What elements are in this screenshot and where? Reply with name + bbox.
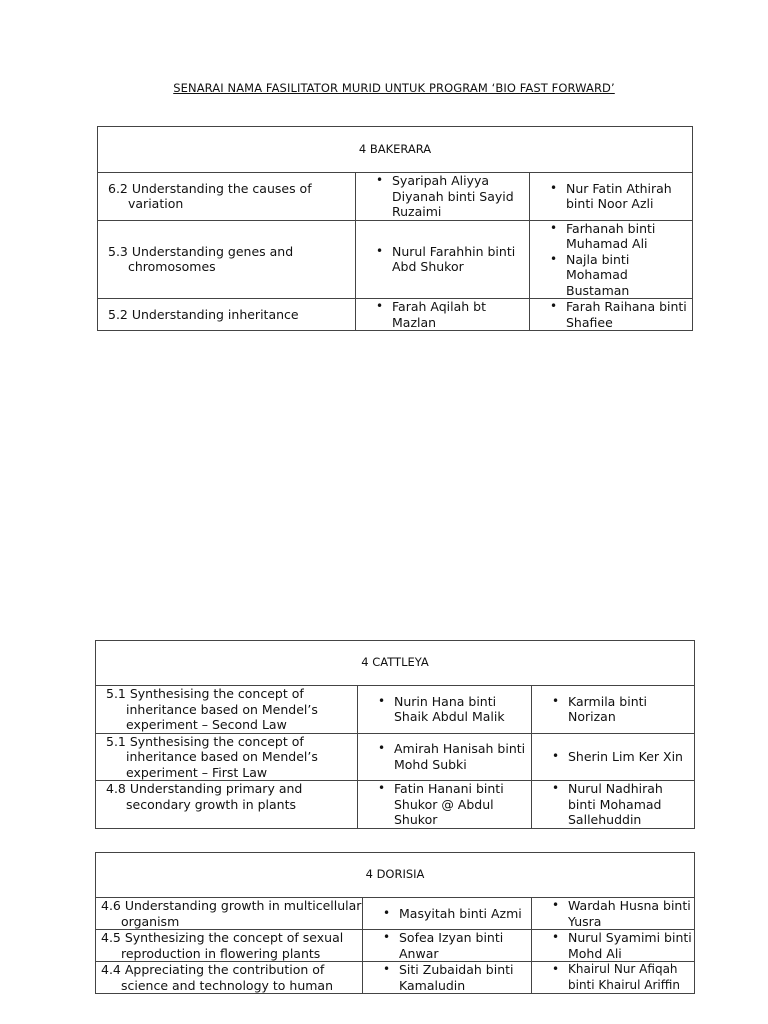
group-table-dorisia xyxy=(95,852,695,994)
table-row xyxy=(96,781,695,829)
table-row xyxy=(98,173,693,221)
document-title: SENARAI NAMA FASILITATOR MURID UNTUK PROGRAM ‘BIO FAST FORWARD’ xyxy=(173,81,615,95)
topic-cell: 4.5 Synthesizing the concept of sexual reproduction in flowering plants xyxy=(96,930,363,962)
topic-cell: 4.8 Understanding primary and secondary growth in plants xyxy=(96,781,358,829)
facilitator-cell-1 xyxy=(363,962,532,994)
facilitator-cell-1 xyxy=(358,733,532,781)
topic-cell: 4.4 Appreciating the contribution of science and technology to human xyxy=(96,962,363,994)
group-table-cattleya xyxy=(95,640,695,829)
group-name: 4 BAKERARA xyxy=(98,127,693,173)
facilitator-name: • Sofea Izyan binti Anwar xyxy=(399,930,531,961)
facilitator-name: • Nurul Farahhin binti Abd Shukor xyxy=(392,244,529,275)
facilitator-cell-2 xyxy=(532,962,695,994)
table-row xyxy=(98,299,693,331)
facilitator-cell-1 xyxy=(356,220,530,299)
facilitator-cell-2 xyxy=(532,781,695,829)
topic-cell: 5.2 Understanding inheritance xyxy=(98,299,356,331)
table-row xyxy=(96,962,695,994)
facilitator-cell-1 xyxy=(356,173,530,221)
facilitator-cell-2 xyxy=(532,733,695,781)
facilitator-name: • Khairul Nur Afiqah binti Khairul Ariffin xyxy=(568,962,694,993)
facilitator-name: • Fatin Hanani binti Shukor @ Abdul Shukor xyxy=(394,781,531,828)
facilitator-name: • Amirah Hanisah binti Mohd Subki xyxy=(394,741,531,772)
facilitator-cell-2 xyxy=(532,898,695,930)
facilitator-cell-2 xyxy=(530,299,693,331)
facilitator-cell-1 xyxy=(356,299,530,331)
table-row xyxy=(96,686,695,734)
topic-cell: 5.3 Understanding genes and chromosomes xyxy=(98,220,356,299)
facilitator-name: • Nurul Nadhirah binti Mohamad Sallehuddin xyxy=(568,781,694,828)
facilitator-name: • Sherin Lim Ker Xin xyxy=(568,749,694,765)
facilitator-name: • Siti Zubaidah binti Kamaludin xyxy=(399,962,531,993)
topic-cell: 6.2 Understanding the causes of variation xyxy=(98,173,356,221)
table-row xyxy=(96,733,695,781)
table-row xyxy=(98,220,693,299)
facilitator-name: • Nurul Syamimi binti Mohd Ali xyxy=(568,930,694,961)
facilitator-cell-2 xyxy=(530,173,693,221)
topic-cell: 4.6 Understanding growth in multicellular organism xyxy=(96,898,363,930)
facilitator-name: • Masyitah binti Azmi xyxy=(399,906,531,922)
facilitator-cell-1 xyxy=(363,898,532,930)
topic-cell: 5.1 Synthesising the concept of inheritance based on Mendel’s experiment – First Law xyxy=(96,733,358,781)
facilitator-cell-2 xyxy=(530,220,693,299)
group-table-bakerara xyxy=(97,126,693,331)
facilitator-name: • Syaripah Aliyya Diyanah binti Sayid Ruzaimi xyxy=(392,173,529,220)
facilitator-cell-2 xyxy=(532,930,695,962)
group-name: 4 CATTLEYA xyxy=(96,641,695,686)
facilitator-name: • Nur Fatin Athirah binti Noor Azli xyxy=(566,181,692,212)
facilitator-name: • Wardah Husna binti Yusra xyxy=(568,898,694,929)
facilitator-name: • Najla binti Mohamad Bustaman xyxy=(566,252,692,299)
facilitator-name: • Farah Aqilah bt Mazlan xyxy=(392,299,529,330)
facilitator-cell-1 xyxy=(358,781,532,829)
facilitator-name: • Nurin Hana binti Shaik Abdul Malik xyxy=(394,694,531,725)
facilitator-name: • Farhanah binti Muhamad Ali xyxy=(566,221,692,252)
group-name: 4 DORISIA xyxy=(96,853,695,898)
table-row xyxy=(96,898,695,930)
topic-cell: 5.1 Synthesising the concept of inheritance based on Mendel’s experiment – Second Law xyxy=(96,686,358,734)
facilitator-cell-1 xyxy=(363,930,532,962)
facilitator-name: • Karmila binti Norizan xyxy=(568,694,694,725)
facilitator-cell-1 xyxy=(358,686,532,734)
facilitator-cell-2 xyxy=(532,686,695,734)
facilitator-name: • Farah Raihana binti Shafiee xyxy=(566,299,692,330)
table-row xyxy=(96,930,695,962)
